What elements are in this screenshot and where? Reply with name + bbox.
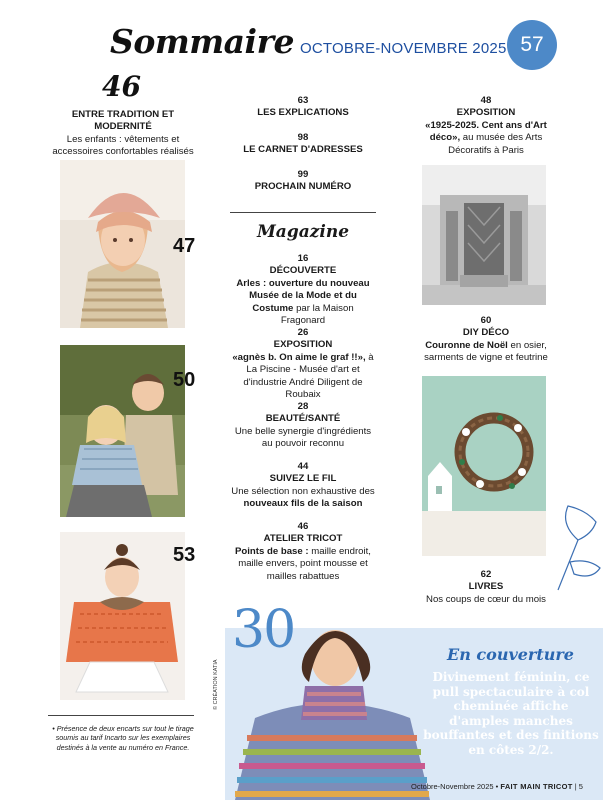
entry-highlight: Arles : ouverture du nouveau Musée de la Mode et du Costume (236, 277, 370, 314)
toc-entry[interactable] (418, 95, 554, 157)
entry-page-number: 99 (297, 169, 309, 180)
entry-heading: DIY DÉCO (462, 327, 510, 339)
entry-page-number: 44 (297, 461, 309, 472)
entry-heading: BEAUTÉ/SANTÉ (265, 413, 341, 425)
footer-brand: FAIT MAIN TRICOT (500, 782, 573, 791)
entry-page-number: 16 (297, 253, 309, 264)
entry-page-number: 28 (297, 401, 309, 412)
art-deco-building-photo[interactable] (422, 165, 546, 305)
ginkgo-leaf-icon (548, 500, 603, 595)
entry-heading: SUIVEZ LE FIL (269, 473, 337, 485)
entry-page-number: 63 (297, 95, 309, 106)
photo-page-number: 50 (173, 369, 196, 391)
toc-entry[interactable] (230, 401, 376, 451)
footer-bullet: • (495, 782, 501, 791)
entry-page-number: 26 (297, 327, 309, 338)
entry-highlight: Points de base : (235, 545, 312, 557)
cover-description: Divinement féminin, ce pull spectaculaire à col cheminée affiche d'amples manches bouffantes et des finitions en côtes 2/2. (423, 670, 599, 757)
toc-entry[interactable] (228, 327, 378, 401)
entry-highlight: Couronne de Noël (425, 339, 511, 351)
entry-heading: EXPOSITION (273, 339, 333, 351)
toc-entry[interactable] (228, 461, 378, 511)
footer-separator: | (574, 782, 579, 791)
entry-heading: LE CARNET D'ADRESSES (243, 144, 363, 156)
entry-description: en osier, sarments de vigne et feutrine (424, 339, 548, 364)
entry-page-number: 46 (297, 521, 309, 532)
entry-description: au musée des Arts Décoratifs à Paris (448, 132, 543, 156)
girl-in-orange-sweater-photo[interactable] (60, 532, 185, 700)
entry-highlight: nouveaux fils de la saison (243, 498, 363, 510)
feature-description: Les enfants : vêtements et accessoires confortables réalisés (52, 133, 194, 158)
page-number-badge: 57 (507, 20, 557, 70)
issue-date: OCTOBRE-NOVEMBRE 2025 (300, 40, 507, 57)
feature-heading: ENTRE TRADITION ET MODERNITÉ (71, 109, 175, 133)
toc-entry[interactable] (230, 253, 376, 327)
magazine-section-title: Magazine (256, 222, 350, 242)
entry-heading: LIVRES (468, 581, 504, 593)
entry-page-number: 48 (480, 95, 492, 106)
page-title: Sommaire (110, 22, 294, 61)
entry-description: Une belle synergie d'ingrédients au pouvoir reconnu (234, 425, 372, 450)
photo-page-number: 47 (173, 235, 196, 257)
entry-heading: DÉCOUVERTE (269, 265, 337, 277)
christmas-wreath-photo[interactable] (422, 376, 546, 556)
entry-highlight: «agnès b. On aime le graf !!», (232, 351, 369, 363)
entry-heading: ATELIER TRICOT (263, 533, 343, 545)
cover-page-number: 30 (232, 600, 295, 660)
toc-entry[interactable] (230, 95, 376, 120)
entry-heading: EXPOSITION (456, 107, 516, 119)
entry-description: Une sélection non exhaustive des (231, 485, 375, 497)
entry-description: par la Maison Fragonard (280, 302, 354, 327)
cover-title: En couverture (447, 645, 574, 664)
photo-credit: © CRÉATION KATIA (213, 659, 219, 710)
girl-in-striped-top-photo[interactable] (60, 160, 185, 328)
footnote: • Présence de deux encarts sur tout le tirage soumis au tarif Incarto sur les exemplaires destinés à la vente au numéro en France. (52, 724, 194, 752)
photo-page-number: 53 (173, 544, 196, 566)
entry-page-number: 62 (480, 569, 492, 580)
page-footer (411, 782, 583, 791)
entry-page-number: 60 (480, 315, 492, 326)
footer-date: Octobre-Novembre 2025 (411, 782, 494, 791)
entry-description: maille endroit, maille envers, point mousse et mailles rabattues (238, 545, 371, 582)
children-in-knitwear-photo[interactable] (60, 345, 185, 517)
toc-entry[interactable] (418, 569, 554, 606)
section-divider (230, 212, 376, 213)
entry-highlight: «1925-2025. Cent ans d'Art déco», (425, 119, 547, 144)
toc-entry[interactable] (418, 315, 554, 365)
toc-entry[interactable] (230, 521, 376, 583)
toc-entry[interactable] (230, 169, 376, 194)
footer-page-number: 5 (578, 782, 583, 791)
feature-page-number: 46 (102, 70, 141, 103)
footnote-divider (48, 715, 194, 716)
entry-heading: PROCHAIN NUMÉRO (254, 181, 352, 193)
entry-heading: LES EXPLICATIONS (257, 107, 349, 119)
entry-description: Nos coups de cœur du mois (426, 593, 546, 605)
entry-page-number: 98 (297, 132, 309, 143)
entry-description: à La Piscine - Musée d'art et d'industrie André Diligent de Roubaix (243, 351, 374, 401)
toc-entry[interactable] (230, 132, 376, 157)
